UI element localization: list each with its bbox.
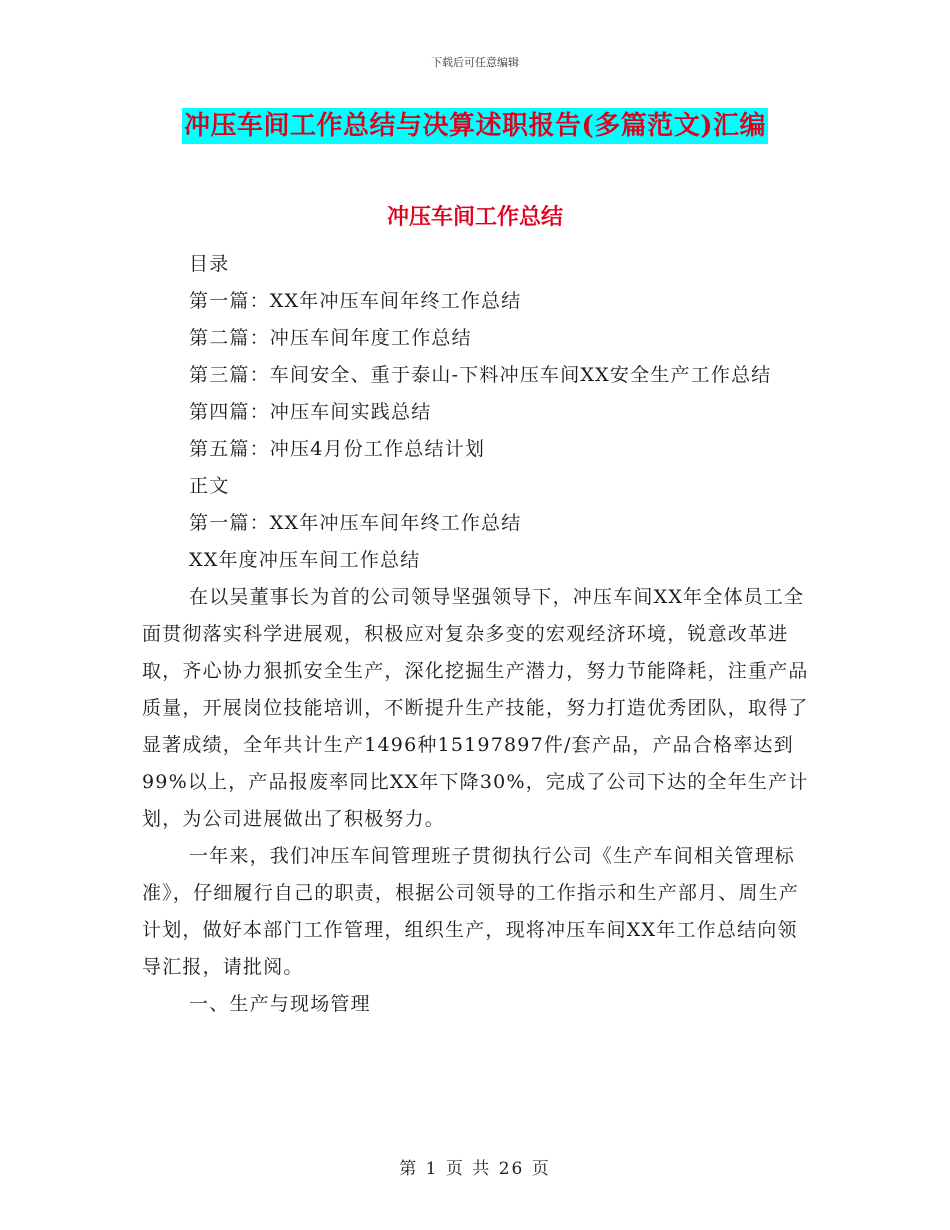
subheading: 一、生产与现场管理 [189, 993, 371, 1015]
toc-heading: 目录 [189, 253, 230, 275]
document-body [142, 246, 812, 1023]
page-footer: 第 1 页 共 26 页 [399, 1159, 551, 1179]
body-paragraph: 一年来，我们冲压车间管理班子贯彻执行公司《生产车间相关管理标准》，仔细履行自己的职责，根据公司领导的工作指示和生产部月、周生产计划，做好本部门工作管理，组织生产，现将冲压车间XX年工作总结向领导汇报，请批阅。 [142, 845, 800, 978]
section-title: 冲压车间工作总结 [386, 204, 563, 230]
document-title-container [0, 108, 950, 144]
toc-item: 第一篇：XX年冲压车间年终工作总结 [189, 290, 522, 312]
toc-item: 第二篇：冲压车间年度工作总结 [189, 327, 472, 349]
chapter-title: 第一篇：XX年冲压车间年终工作总结 [189, 512, 522, 534]
document-title: 冲压车间工作总结与决算述职报告(多篇范文)汇编 [182, 108, 768, 144]
toc-item: 第四篇：冲压车间实践总结 [189, 401, 432, 423]
body-heading: 正文 [189, 475, 230, 497]
page-header: 下载后可任意编辑 [431, 56, 519, 69]
body-paragraph: 在以吴董事长为首的公司领导坚强领导下，冲压车间XX年全体员工全面贯彻落实科学进展观，积极应对复杂多变的宏观经济环境，锐意改革进取，齐心协力狠抓安全生产，深化挖掘生产潜力，努力节能降耗，注重产品质量，开展岗位技能培训，不断提升生产技能，努力打造优秀团队，取得了显著成绩，全年共计生产1496种15197897件/套产品，产品合格率达到99%以上，产品报废率同比XX年下降30%，完成了公司下达的全年生产计划，为公司进展做出了积极努力。 [142, 586, 809, 830]
report-title: XX年度冲压车间工作总结 [189, 549, 421, 571]
toc-item: 第五篇：冲压4月份工作总结计划 [189, 438, 486, 460]
toc-item: 第三篇：车间安全、重于泰山-下料冲压车间XX安全生产工作总结 [189, 364, 772, 386]
